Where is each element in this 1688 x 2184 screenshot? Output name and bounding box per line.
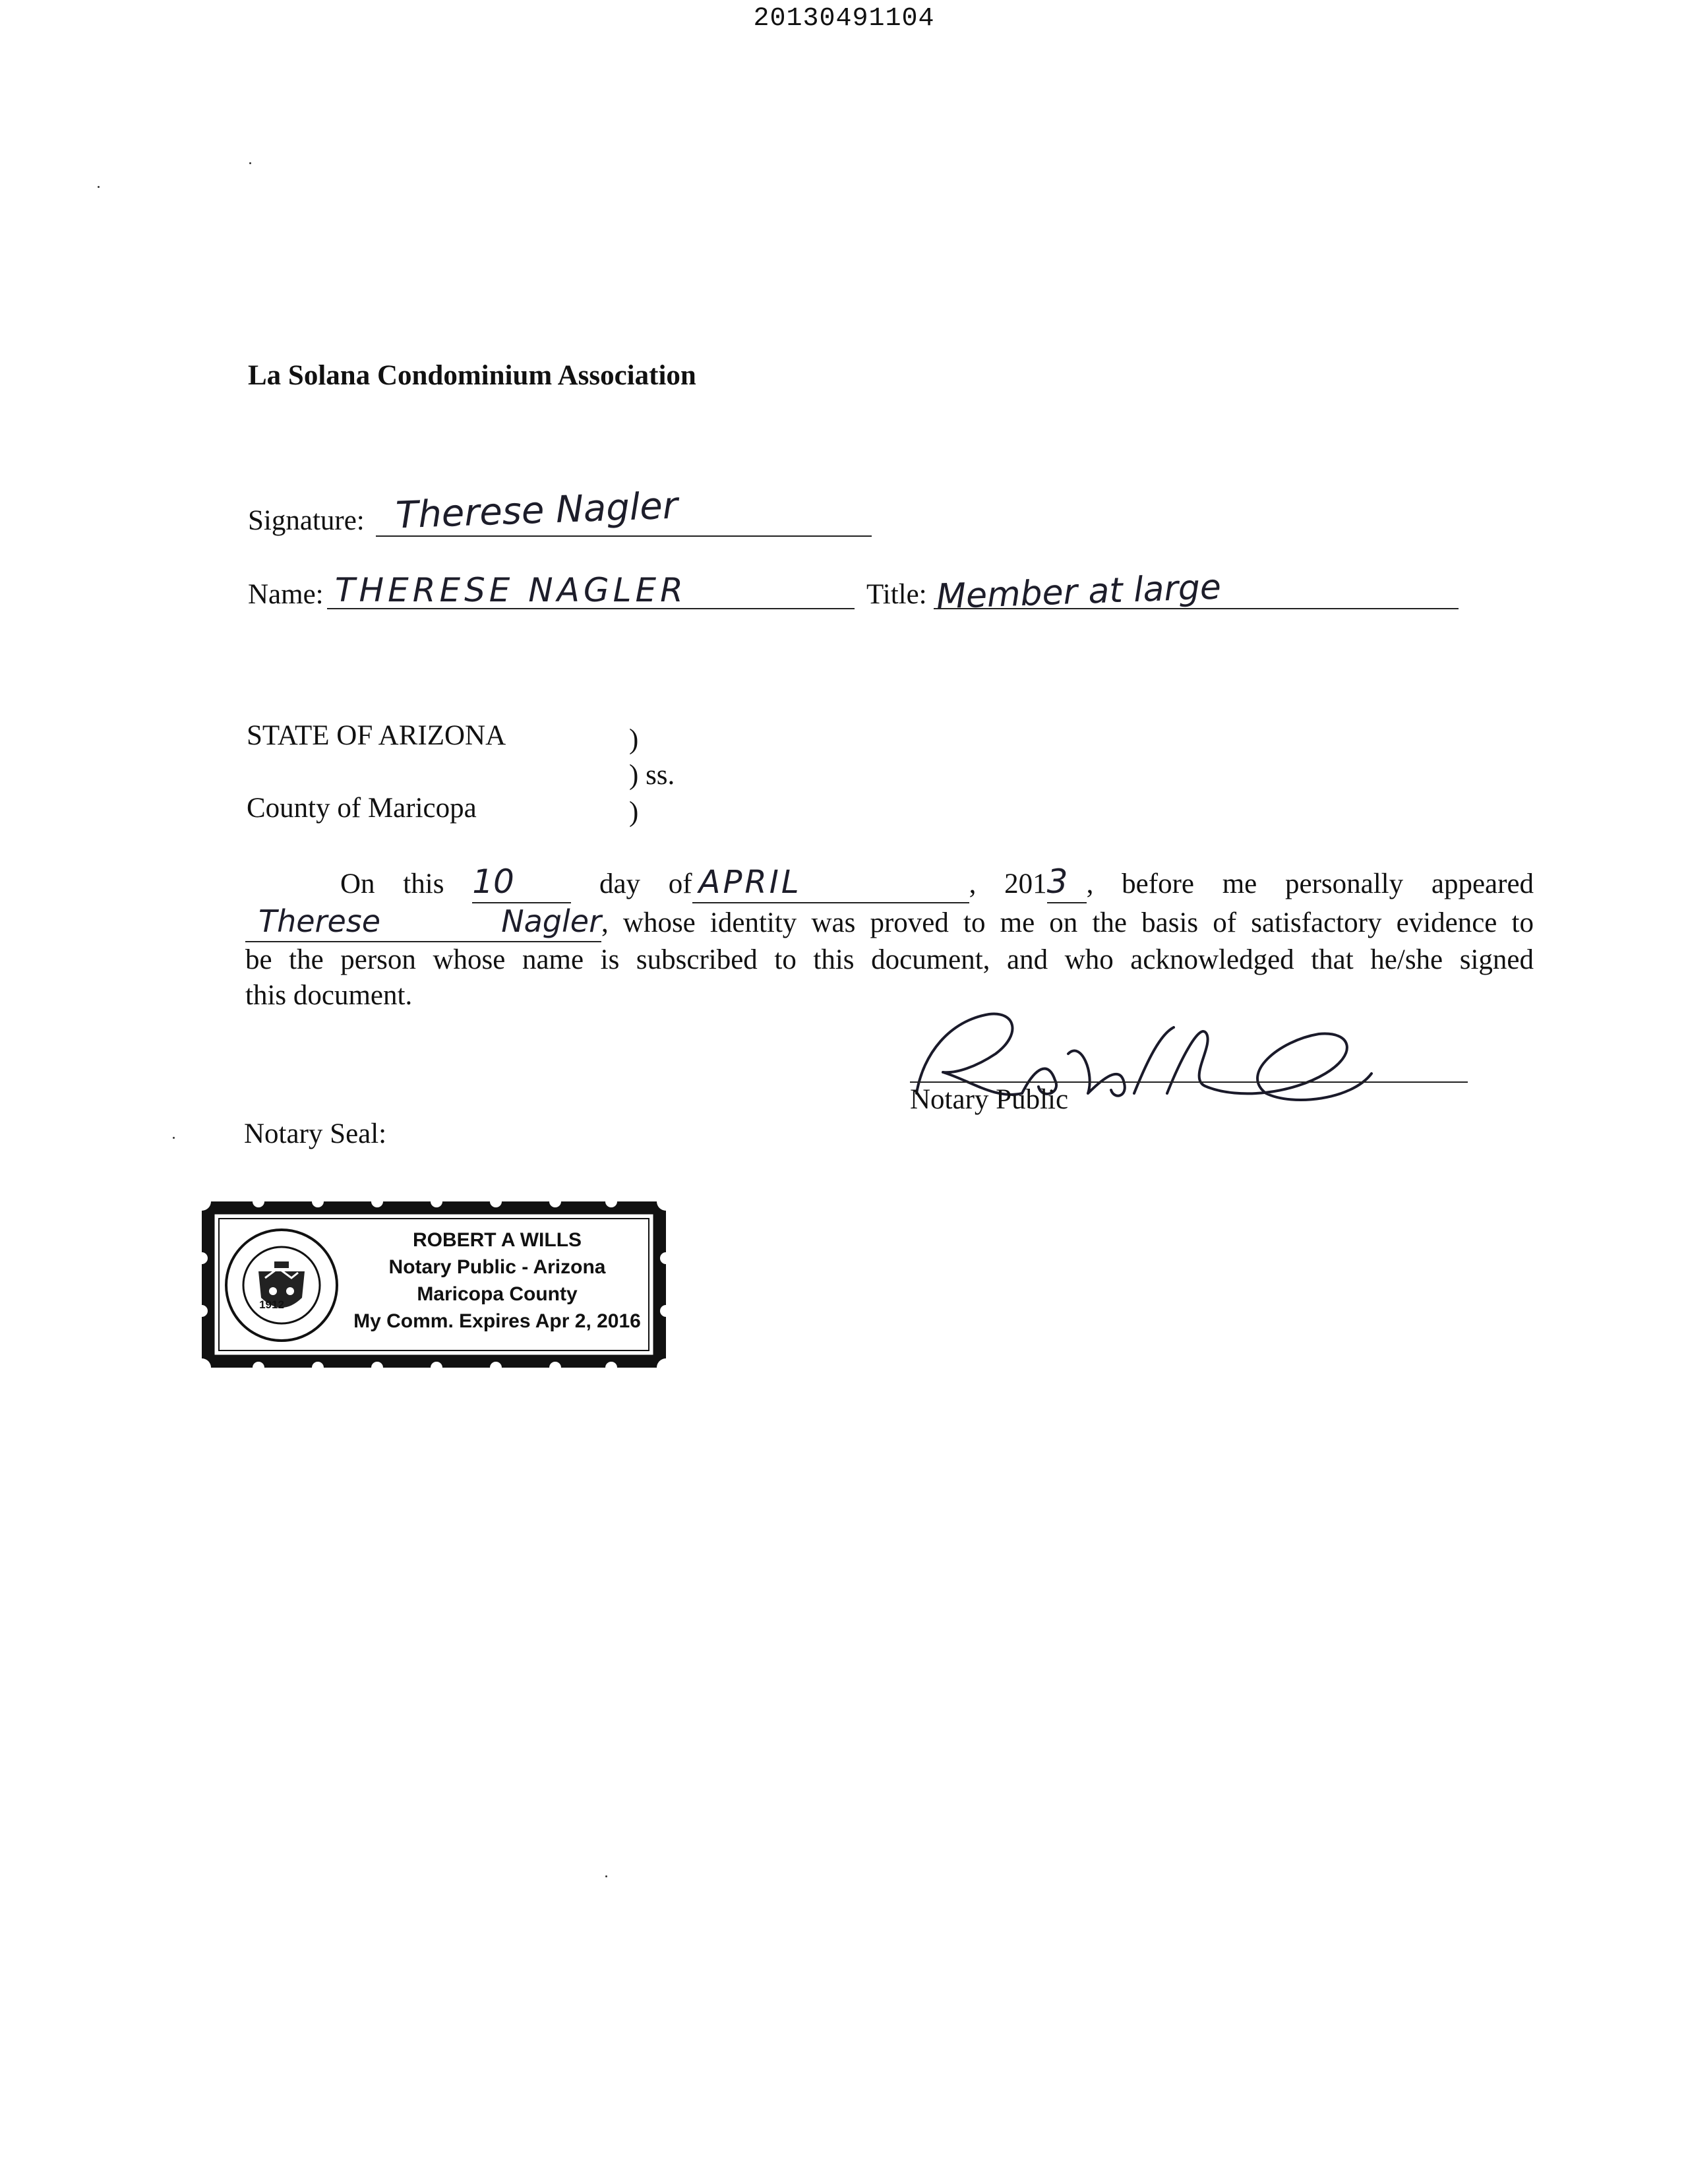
day-blank: [472, 864, 571, 903]
great-seal-icon: [219, 1225, 344, 1345]
name-label: Name:: [248, 579, 324, 610]
venue-ss: ) ss.: [629, 760, 675, 791]
ack-before-me: , before me personally appeared: [1086, 868, 1534, 899]
notary-stamp: [199, 1199, 669, 1370]
venue-county: County of Maricopa: [247, 793, 477, 824]
day-handwritten: 10: [472, 863, 514, 901]
stamp-text: [339, 1227, 655, 1335]
ack-year-prefix: , 201: [969, 868, 1047, 899]
association-name: La Solana Condominium Association: [248, 360, 696, 391]
ack-line-4: this document.: [245, 980, 413, 1011]
notary-public-label: Notary Public: [910, 1084, 1069, 1115]
ack-line-2: [245, 903, 1534, 942]
title-label: Title:: [866, 579, 927, 610]
name-handwritten: THERESE NAGLER: [335, 571, 687, 609]
month-handwritten: APRIL: [698, 864, 802, 901]
scan-speck: [249, 162, 251, 164]
venue-state: STATE OF ARIZONA: [247, 720, 506, 751]
venue-paren: ): [629, 797, 639, 828]
ack-line-2-text: , whose identity was proved to me on the basis of satisfactory evidence to: [601, 907, 1534, 938]
stamp-notary-title: Notary Public - Arizona: [388, 1256, 606, 1278]
person-handwritten: Therese Nagler: [258, 903, 601, 939]
venue-paren: ): [629, 724, 639, 755]
notary-signature-line: [910, 1081, 1468, 1083]
month-blank: [692, 864, 969, 903]
scan-speck: [98, 186, 100, 188]
great-seal-year: 1912: [259, 1298, 284, 1311]
stamp-county: Maricopa County: [417, 1283, 578, 1305]
ack-on-this: On this: [340, 868, 444, 899]
year-blank: [1047, 864, 1087, 903]
signature-label: Signature:: [248, 505, 365, 536]
notary-seal-label: Notary Seal:: [244, 1118, 387, 1149]
signature-line: [376, 535, 872, 537]
person-blank: [245, 903, 601, 942]
document-number: 20130491104: [753, 4, 935, 34]
stamp-commission: My Comm. Expires Apr 2, 2016: [353, 1310, 641, 1332]
ack-day-of: day of: [599, 868, 692, 899]
acknowledgment-paragraph: [245, 864, 1534, 1014]
ack-line-1: [245, 864, 1534, 903]
signature-handwritten: Therese Nagler: [394, 484, 678, 537]
scan-speck: [173, 1137, 175, 1139]
year-handwritten: 3: [1046, 863, 1068, 901]
stamp-notary-name: ROBERT A WILLS: [412, 1229, 582, 1251]
scan-speck: [605, 1875, 607, 1877]
title-handwritten: Member at large: [936, 567, 1222, 617]
ack-line-3: be the person whose name is subscribed to this document, and who acknowledged that he/she signed: [245, 944, 1534, 975]
